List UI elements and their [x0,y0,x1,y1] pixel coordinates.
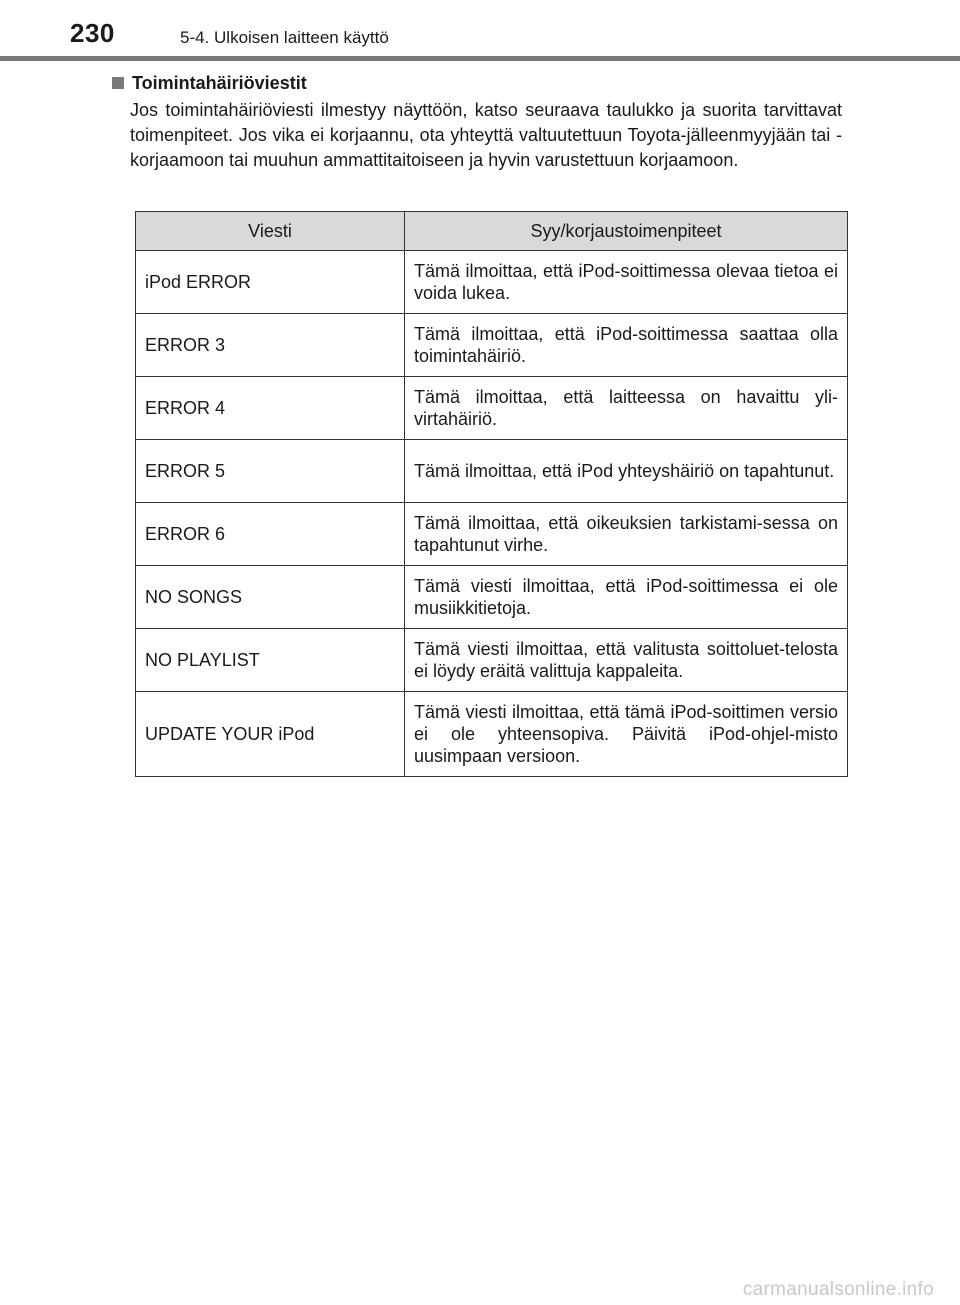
section-heading [112,70,842,96]
table-header-row [136,212,848,251]
header-divider [0,56,960,61]
intro-paragraph: Jos toimintahäiriöviesti ilmestyy näyttöön, katso seuraava taulukko ja suorita tarvittavat toimenpiteet. Jos vika ei korjaannu, ota yhteyttä valtuutettuun Toyota-jälleenmyyjään tai -korjaamoon tai muuhun ammattitaitoiseen ja hyvin varustettuun korjaamoon. [130,100,842,170]
table-row [136,566,848,629]
table-row [136,503,848,566]
cell-message: iPod ERROR [136,251,405,314]
cell-description: Tämä ilmoittaa, että iPod-soittimessa olevaa tietoa ei voida lukea. [405,251,848,314]
cell-description: Tämä viesti ilmoittaa, että tämä iPod-soittimen versio ei ole yhteensopiva. Päivitä iPod-ohjel-misto uusimpaan versioon. [405,692,848,777]
cell-description: Tämä ilmoittaa, että iPod-soittimessa saattaa olla toimintahäiriö. [405,314,848,377]
page-header [0,0,960,60]
table-row [136,314,848,377]
cell-message: NO PLAYLIST [136,629,405,692]
cell-message: ERROR 5 [136,440,405,503]
cell-description: Tämä ilmoittaa, että laitteessa on havaittu yli-virtahäiriö. [405,377,848,440]
cell-message: ERROR 6 [136,503,405,566]
section [112,70,842,173]
column-header-cause: Syy/korjaustoimenpiteet [405,212,848,251]
table-row [136,440,848,503]
cell-message: ERROR 4 [136,377,405,440]
cell-message: NO SONGS [136,566,405,629]
page-number: 230 [70,18,115,48]
column-header-message: Viesti [136,212,405,251]
section-title: Toimintahäiriöviestit [132,72,307,93]
table-row [136,692,848,777]
table-row [136,377,848,440]
table-row [136,251,848,314]
chapter-title: 5-4. Ulkoisen laitteen käyttö [180,28,389,47]
cell-message: UPDATE YOUR iPod [136,692,405,777]
watermark: carmanualsonline.info [742,1279,934,1300]
square-bullet-icon [112,77,124,89]
cell-description: Tämä viesti ilmoittaa, että valitusta soittoluet-telosta ei löydy eräitä valittuja kappaleita. [405,629,848,692]
cell-message: ERROR 3 [136,314,405,377]
error-message-table [135,211,848,777]
cell-description: Tämä viesti ilmoittaa, että iPod-soittimessa ei ole musiikkitietoja. [405,566,848,629]
table-row [136,629,848,692]
cell-description: Tämä ilmoittaa, että iPod yhteyshäiriö on tapahtunut. [405,440,848,503]
cell-description: Tämä ilmoittaa, että oikeuksien tarkistami-sessa on tapahtunut virhe. [405,503,848,566]
